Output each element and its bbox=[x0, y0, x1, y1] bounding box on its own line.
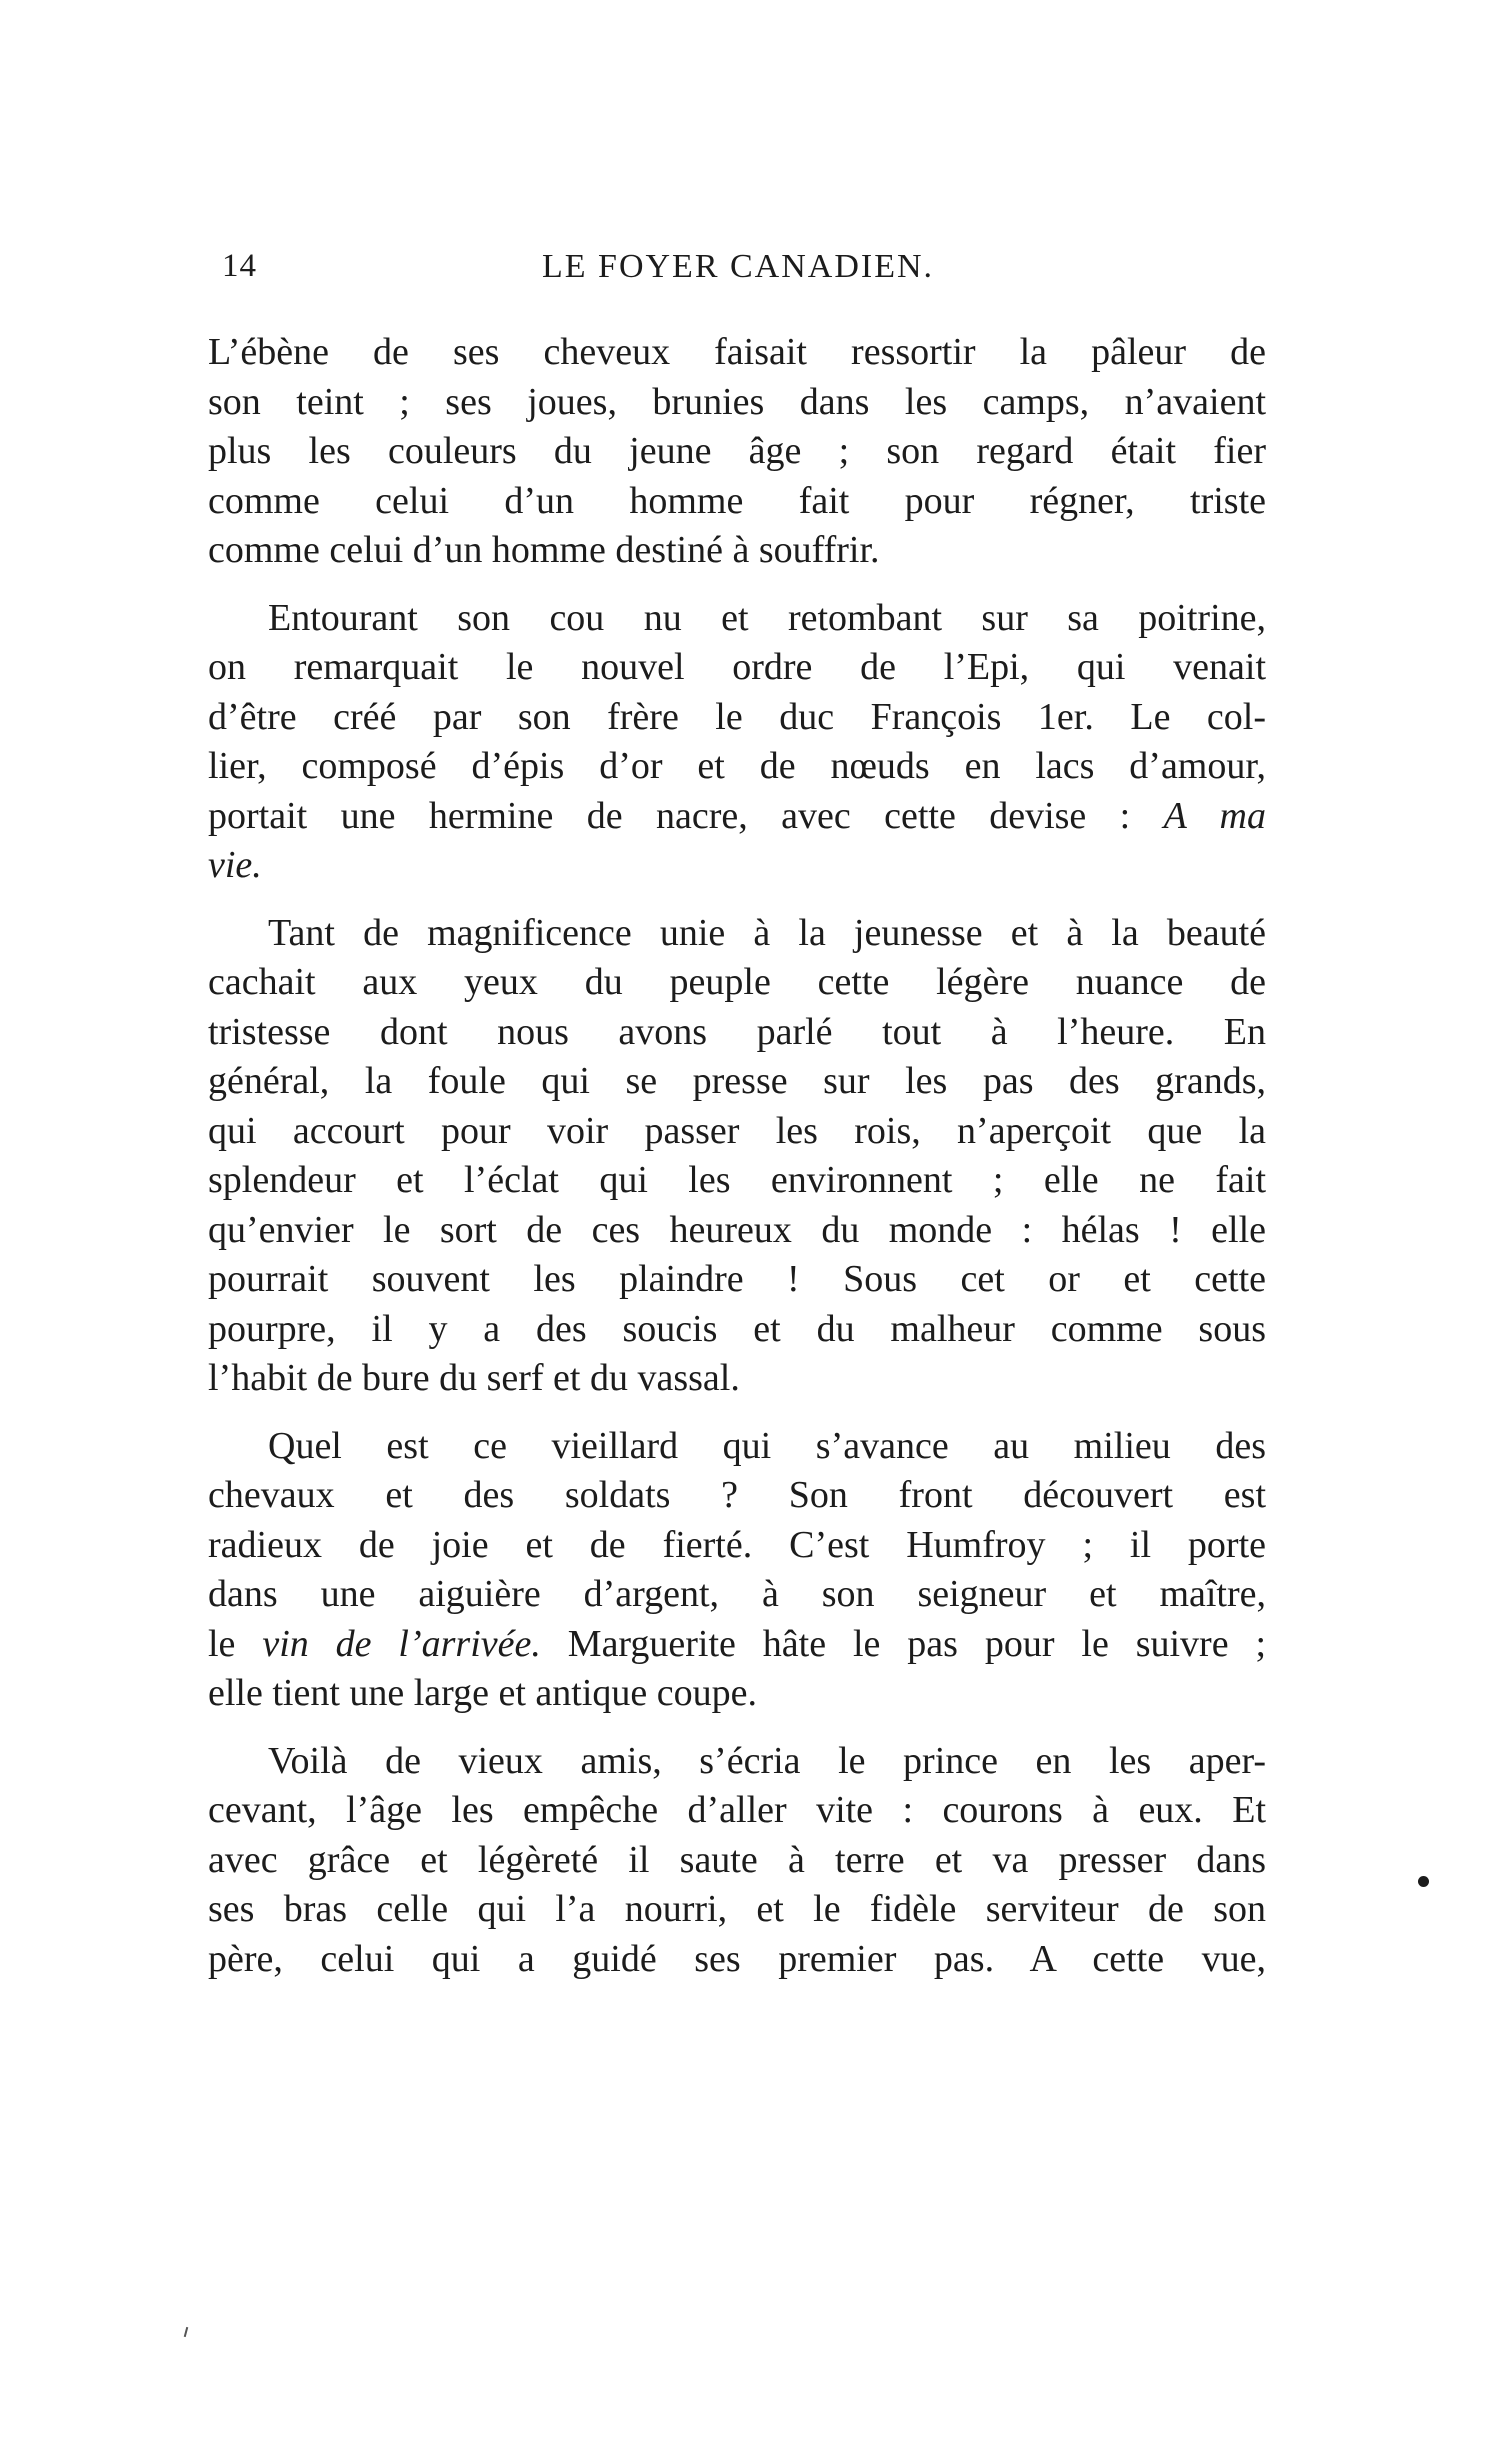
text-line: avec grâce et légèreté il saute à terre et va presser dans bbox=[208, 1838, 1266, 1881]
margin-ink-dot bbox=[1418, 1876, 1429, 1887]
text-line: lier, composé d’épis d’or et de nœuds en lacs d’amour, bbox=[208, 745, 1266, 787]
paragraph-1 bbox=[208, 328, 1266, 576]
text-line: splendeur et l’éclat qui les environnent ; elle ne fait bbox=[208, 1159, 1266, 1201]
body-text bbox=[208, 328, 1266, 2002]
text-line: pourpre, il y a des soucis et du malheur comme sous bbox=[208, 1307, 1266, 1350]
text-fragment: portait une hermine de nacre, avec cette devise : bbox=[208, 794, 1131, 837]
text-line: père, celui qui a guidé ses premier pas. A cette vue, bbox=[208, 1937, 1266, 1980]
text-line: cachait aux yeux du peuple cette légère nuance de bbox=[208, 961, 1266, 1003]
text-line: qu’envier le sort de ces heureux du monde : hélas ! elle bbox=[208, 1208, 1266, 1251]
vin-arrivee-text: vin de l’arrivée. bbox=[262, 1622, 541, 1665]
text-line: son teint ; ses joues, brunies dans les camps, n’avaient bbox=[208, 380, 1266, 423]
paragraph-2 bbox=[208, 594, 1266, 891]
text-line: tristesse dont nous avons parlé tout à l’heure. En bbox=[208, 1010, 1266, 1053]
paragraph-3 bbox=[208, 909, 1266, 1404]
text-line: d’être créé par son frère le duc François 1er. Le col- bbox=[208, 695, 1266, 738]
running-head bbox=[222, 248, 1272, 292]
paragraph-4 bbox=[208, 1422, 1266, 1719]
text-line: Voilà de vieux amis, s’écria le prince en les aper- bbox=[268, 1739, 1266, 1782]
text-line: L’ébène de ses cheveux faisait ressortir la pâleur de bbox=[208, 331, 1266, 373]
text-line: dans une aiguière d’argent, à son seigneur et maître, bbox=[208, 1573, 1266, 1615]
text-fragment: le bbox=[208, 1622, 236, 1665]
motto-text-continued: vie. bbox=[208, 844, 262, 886]
paragraph-5 bbox=[208, 1737, 1266, 1985]
text-line bbox=[208, 792, 1266, 842]
text-line: chevaux et des soldats ? Son front découvert est bbox=[208, 1474, 1266, 1516]
text-line: comme celui d’un homme fait pour régner, triste bbox=[208, 479, 1266, 522]
text-line: elle tient une large et antique coupe. bbox=[208, 1672, 758, 1714]
margin-ink-mark bbox=[184, 2327, 189, 2337]
text-line: cevant, l’âge les empêche d’aller vite : courons à eux. Et bbox=[208, 1789, 1266, 1831]
text-line: qui accourt pour voir passer les rois, n’aperçoit que la bbox=[208, 1109, 1266, 1152]
text-fragment: Marguerite hâte le pas pour le suivre ; bbox=[567, 1622, 1267, 1665]
running-title: LE FOYER CANADIEN. bbox=[542, 248, 935, 285]
text-line: général, la foule qui se presse sur les pas des grands, bbox=[208, 1060, 1266, 1102]
text-line: Quel est ce vieillard qui s’avance au milieu des bbox=[268, 1424, 1266, 1467]
text-line: radieux de joie et de fierté. C’est Humfroy ; il porte bbox=[208, 1523, 1266, 1566]
text-line: ses bras celle qui l’a nourri, et le fidèle serviteur de son bbox=[208, 1888, 1266, 1930]
text-line: Tant de magnificence unie à la jeunesse et à la beauté bbox=[268, 911, 1266, 954]
text-line: plus les couleurs du jeune âge ; son regard était fier bbox=[208, 430, 1266, 472]
text-line: comme celui d’un homme destiné à souffrir. bbox=[208, 529, 880, 571]
text-line: Entourant son cou nu et retombant sur sa poitrine, bbox=[268, 596, 1266, 639]
text-line: pourrait souvent les plaindre ! Sous cet or et cette bbox=[208, 1258, 1266, 1300]
text-line: on remarquait le nouvel ordre de l’Epi, qui venait bbox=[208, 646, 1266, 688]
page-number: 14 bbox=[222, 248, 257, 284]
text-line: l’habit de bure du serf et du vassal. bbox=[208, 1357, 740, 1399]
motto-text: A ma bbox=[1163, 794, 1266, 837]
text-line bbox=[208, 1620, 1266, 1670]
